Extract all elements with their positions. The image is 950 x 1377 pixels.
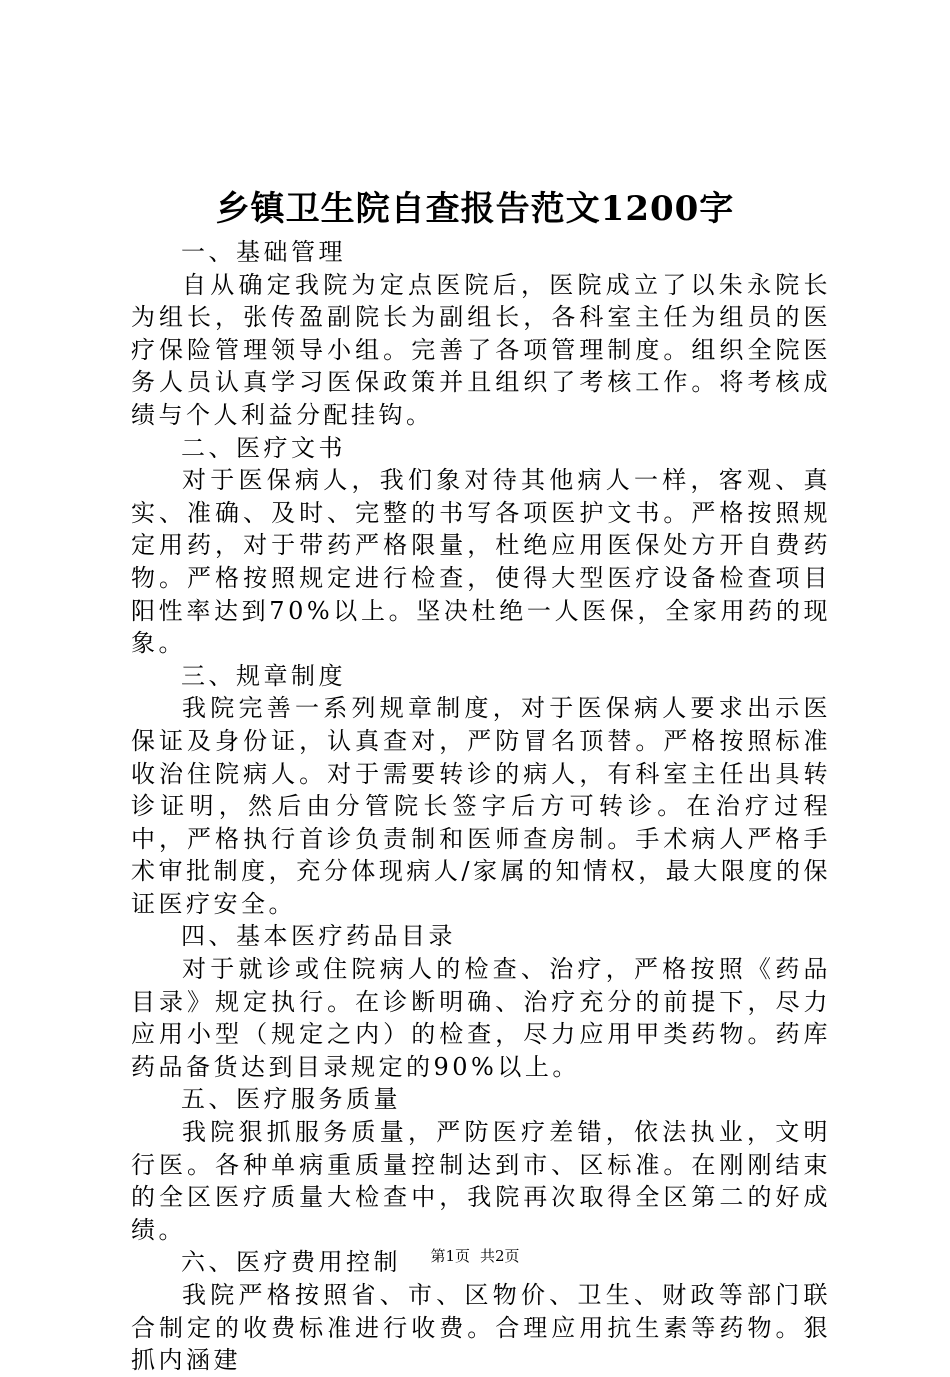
section-paragraph-5: 我院狠抓服务质量，严防医疗差错，依法执业，文明行医。各种单病重质量控制达到市、区标准。在刚刚结束的全区医疗质量大检查中，我院再次取得全区第二的好成绩。 — [131, 1118, 831, 1244]
document-title: 乡镇卫生院自查报告范文1200字 — [215, 189, 735, 229]
section-heading-6: 六、医疗费用控制 — [181, 1248, 401, 1277]
section-heading-1: 一、基础管理 — [181, 238, 346, 266]
section-heading-3: 三、规章制度 — [181, 661, 346, 690]
page-total: 共2页 — [480, 1247, 520, 1265]
section-paragraph-2: 对于医保病人，我们象对待其他病人一样，客观、真实、准确、及时、完整的书写各项医护文书。严格按照规定用药，对于带药严格限量，杜绝应用医保处方开自费药物。严格按照规定进行检查，使得大型医疗设备检查项目阳性率达到70%以上。坚决杜绝一人医保，全家用药的现象。 — [131, 466, 831, 658]
section-paragraph-4: 对于就诊或住院病人的检查、治疗，严格按照《药品目录》规定执行。在诊断明确、治疗充分的前提下，尽力应用小型（规定之内）的检查，尽力应用甲类药物。药库药品备货达到目录规定的90%以上。 — [131, 955, 831, 1081]
section-paragraph-6: 我院严格按照省、市、区物价、卫生、财政等部门联合制定的收费标准进行收费。合理应用抗生素等药物。狠抓内涵建 — [131, 1281, 831, 1375]
page-number: 第1页 — [430, 1247, 470, 1265]
document-body — [131, 236, 831, 1377]
section-heading-5: 五、医疗服务质量 — [181, 1085, 401, 1114]
page-footer — [0, 1246, 950, 1266]
section-heading-2: 二、医疗文书 — [181, 433, 346, 462]
section-paragraph-3: 我院完善一系列规章制度，对于医保病人要求出示医保证及身份证，认真查对，严防冒名顶替。严格按照标准收治住院病人。对于需要转诊的病人，有科室主任出具转诊证明，然后由分管院长签字后方可转诊。在治疗过程中，严格执行首诊负责制和医师查房制。手术病人严格手术审批制度，充分体现病人/家属的知情权，最大限度的保证医疗安全。 — [131, 694, 831, 918]
section-heading-4: 四、基本医疗药品目录 — [181, 922, 456, 951]
section-paragraph-1: 自从确定我院为定点医院后，医院成立了以朱永院长为组长，张传盈副院长为副组长，各科室主任为组员的医疗保险管理领导小组。完善了各项管理制度。组织全院医务人员认真学习医保政策并且组织了考核工作。将考核成绩与个人利益分配挂钩。 — [131, 270, 831, 429]
